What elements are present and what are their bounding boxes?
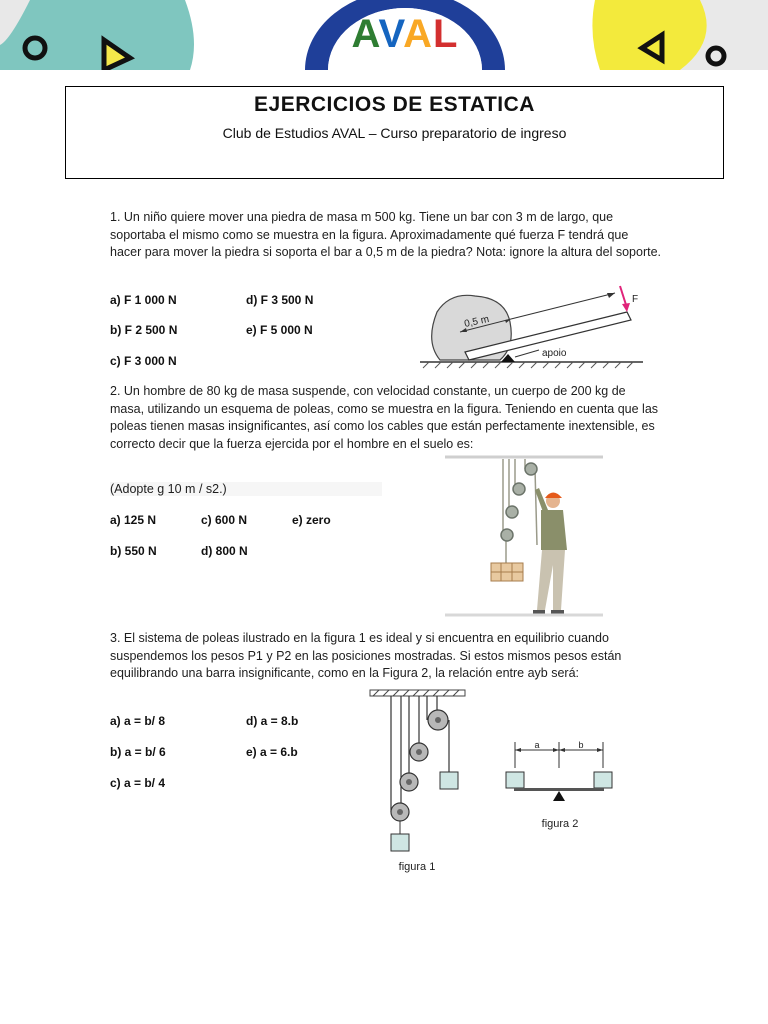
weight-p2	[440, 772, 458, 789]
q3-figure-1	[365, 688, 470, 878]
yellow-shape-right	[592, 0, 706, 70]
question-2-text: 2. Un hombre de 80 kg de masa suspende, con velocidad constante, un cuerpo de 200 kg de masa, utilizando un esquema de poleas, como se muestra en la figura. Teniendo en cuenta que las poleas tienen masas insignificantes, así como los cables que están perfectamente inextensible, es correcto decir que la fuerza ejercida por el hombre en el suelo es:	[110, 384, 659, 451]
q3-option-d[interactable]: d) a = 8.b	[246, 714, 299, 728]
question-3-text: 3. El sistema de poleas ilustrado en la figura 1 es ideal y si encuentra en equilibrio cuando suspendemos los pesos P1 y P2 en las posiciones mostradas. Si estos mismos pesos están equilibrando una barra insignificante, como en la Figura 2, la relación entre ayb será:	[110, 631, 622, 680]
q3-figure-2	[500, 738, 620, 838]
q1-lever-figure	[415, 282, 650, 372]
fulcrum-triangle	[553, 791, 565, 801]
q1-option-d[interactable]: d) F 3 500 N	[246, 293, 314, 307]
q1-option-a[interactable]: a) F 1 000 N	[110, 293, 177, 307]
q1-option-c[interactable]: c) F 3 000 N	[110, 354, 177, 368]
dimension-b-label: b	[578, 740, 584, 750]
q2-option-a[interactable]: a) 125 N	[110, 513, 157, 527]
q3-option-c[interactable]: c) a = b/ 4	[110, 776, 166, 790]
q2-option-b[interactable]: b) 550 N	[110, 544, 157, 558]
page-subtitle: Club de Estudios AVAL – Curso preparatorio de ingreso	[222, 125, 567, 141]
q2-pulley-man-figure	[445, 455, 603, 620]
q2-option-e[interactable]: e) zero	[292, 513, 331, 527]
q2-option-d[interactable]: d) 800 N	[201, 544, 248, 558]
q3-option-e[interactable]: e) a = 6.b	[246, 745, 298, 759]
q2-gravity-note: (Adopte g 10 m / s2.)	[110, 482, 382, 496]
balance-bar	[514, 788, 604, 791]
figure-1-label: figura 1	[398, 861, 436, 873]
q3-option-b[interactable]: b) a = b/ 6	[110, 745, 166, 759]
weight-p1	[391, 834, 409, 851]
force-label: F	[632, 294, 639, 305]
q1-option-e[interactable]: e) F 5 000 N	[246, 323, 313, 337]
man-shirt	[541, 510, 567, 550]
header-banner	[0, 0, 768, 70]
title-box	[65, 86, 724, 179]
distance-label: 0,5 m	[463, 313, 491, 330]
page-title: EJERCICIOS DE ESTATICA	[254, 93, 535, 116]
support-label: apoio	[542, 348, 567, 359]
q1-option-b[interactable]: b) F 2 500 N	[110, 323, 178, 337]
q3-option-a[interactable]: a) a = b/ 8	[110, 714, 166, 728]
aval-logo: AVAL	[351, 12, 459, 56]
figure-2-label: figura 2	[541, 818, 579, 830]
dimension-a-label: a	[534, 740, 540, 750]
question-1-text: 1. Un niño quiere mover una piedra de masa m 500 kg. Tiene un bar con 3 m de largo, que soportaba el mismo como se muestra en la figura. Aproximadamente qué fuerza F tendrá que hacer para mover la piedra si soporta el bar a 0,5 m de la piedra? Nota: ignore la altura del soporte.	[110, 210, 662, 259]
teal-shape-left	[0, 0, 194, 70]
q2-option-c[interactable]: c) 600 N	[201, 513, 248, 527]
